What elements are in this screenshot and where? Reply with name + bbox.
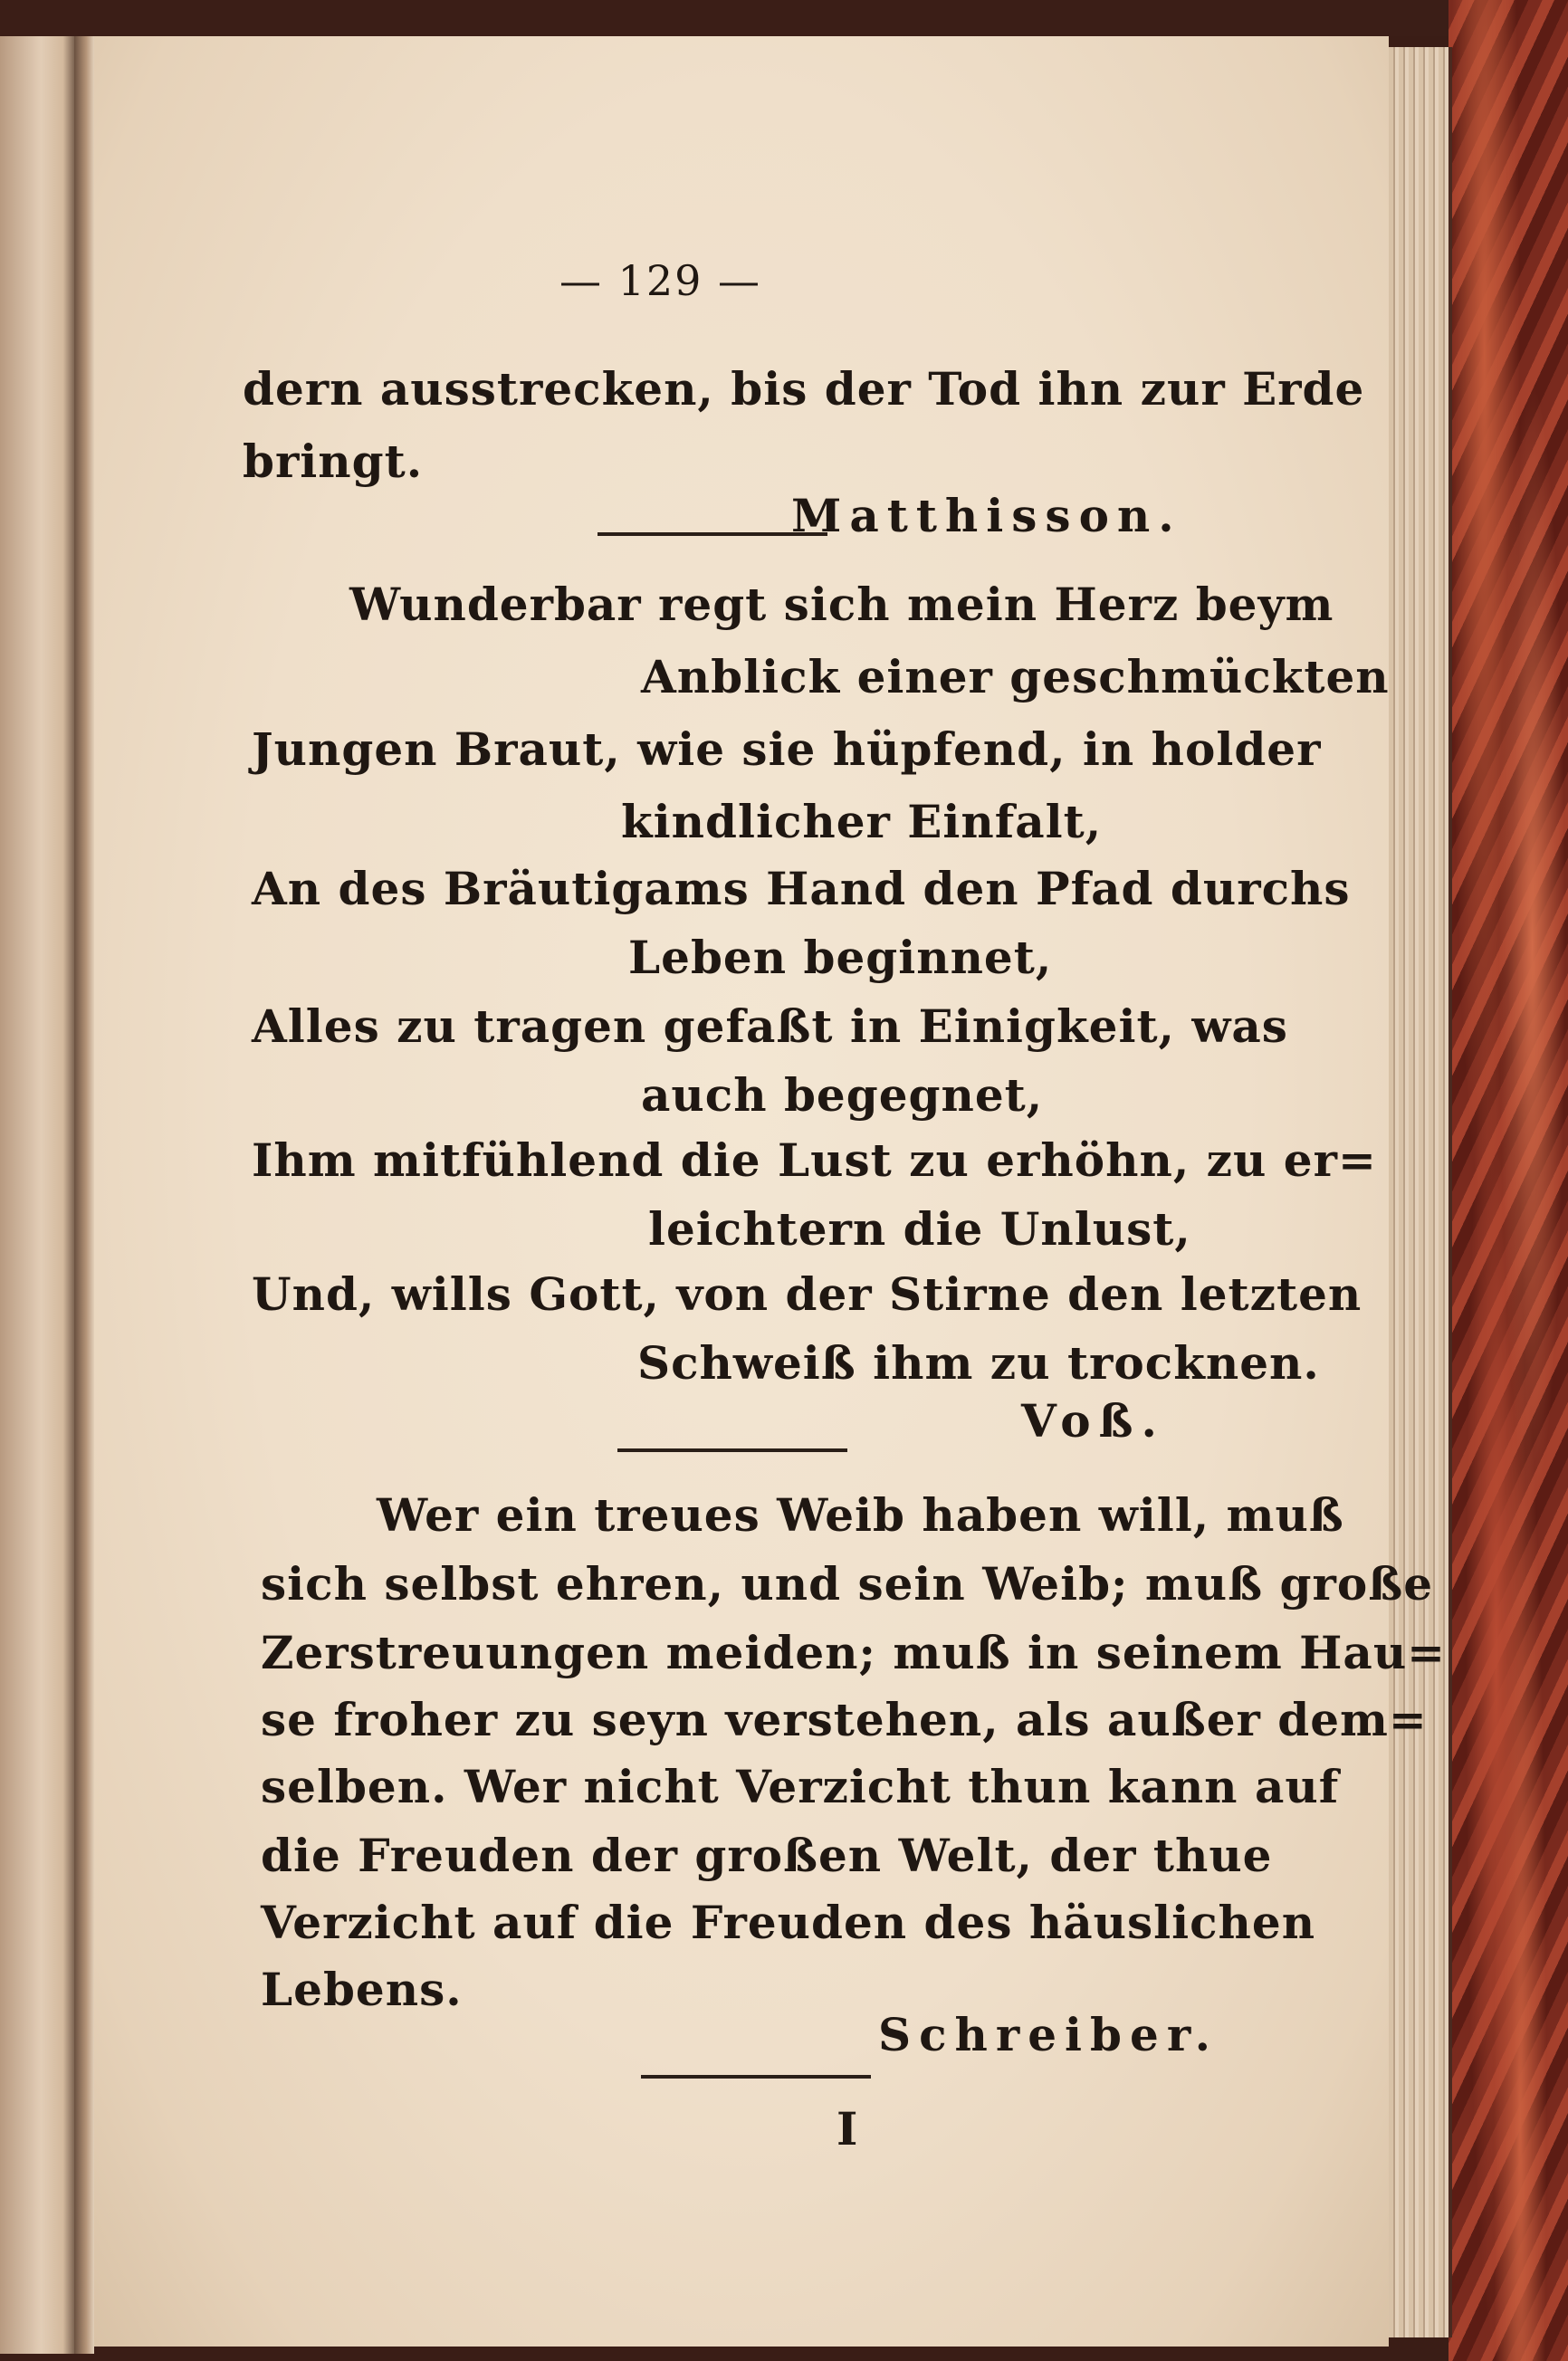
poem-2-line-11: Und, wills Gott, von der Stirne den letzten bbox=[252, 1267, 1362, 1321]
poem-2-line-2: Anblick einer geschmückten bbox=[641, 650, 1390, 703]
page-text bbox=[94, 36, 1447, 2347]
poem-2-line-4: kindlicher Einfalt, bbox=[621, 795, 1103, 848]
poem-2-line-8: auch begegnet, bbox=[641, 1068, 1044, 1122]
poem-2-line-7: Alles zu tragen gefaßt in Einigkeit, was bbox=[252, 999, 1288, 1053]
poem-3-line-3: Zerstreuungen meiden; muß in seinem Hau= bbox=[261, 1626, 1447, 1679]
poem-3-line-5: selben. Wer nicht Verzicht thun kann auf bbox=[261, 1760, 1340, 1813]
poem-3-line-7: Verzicht auf die Freuden des häuslichen bbox=[261, 1896, 1316, 1949]
poem-2-line-10: leichtern die Unlust, bbox=[648, 1202, 1191, 1256]
page-number: — 129 — bbox=[559, 256, 762, 305]
book-cover-top bbox=[0, 0, 1568, 36]
poem-3-line-6: die Freuden der großen Welt, der thue bbox=[261, 1829, 1273, 1882]
marbled-cover bbox=[1448, 0, 1568, 2361]
poem-3-author: Schreiber. bbox=[878, 2008, 1219, 2061]
book-gutter bbox=[74, 36, 94, 2354]
divider-2 bbox=[617, 1448, 847, 1452]
poem-2-line-5: An des Bräutigams Hand den Pfad durchs bbox=[252, 862, 1351, 915]
poem-2-author: Voß. bbox=[1021, 1394, 1165, 1448]
poem-2-line-9: Ihm mitfühlend die Lust zu erhöhn, zu er= bbox=[252, 1133, 1377, 1187]
left-page-edge bbox=[0, 36, 74, 2354]
poem-2-line-6: Leben beginnet, bbox=[628, 931, 1053, 984]
poem-1-author: Matthisson. bbox=[791, 489, 1182, 542]
signature-mark: I bbox=[837, 2102, 859, 2155]
page-edges bbox=[1389, 47, 1452, 2337]
divider-1 bbox=[598, 532, 827, 536]
poem-2-line-3: Jungen Braut, wie sie hüpfend, in holder bbox=[252, 722, 1322, 776]
poem-3-line-4: se froher zu seyn verstehen, als außer dem= bbox=[261, 1693, 1428, 1746]
poem-3-line-2: sich selbst ehren, und sein Weib; muß große bbox=[261, 1557, 1434, 1611]
poem-3-line-1: Wer ein treues Weib haben will, muß bbox=[377, 1488, 1344, 1542]
poem-3-line-8: Lebens. bbox=[261, 1963, 463, 2016]
poem-2-line-1: Wunderbar regt sich mein Herz beym bbox=[349, 578, 1334, 631]
poem-1-line-1: dern ausstrecken, bis der Tod ihn zur Erde bbox=[243, 362, 1365, 416]
divider-3 bbox=[641, 2075, 871, 2079]
poem-1-line-2: bringt. bbox=[243, 435, 424, 488]
poem-2-line-12: Schweiß ihm zu trocknen. bbox=[637, 1336, 1320, 1390]
